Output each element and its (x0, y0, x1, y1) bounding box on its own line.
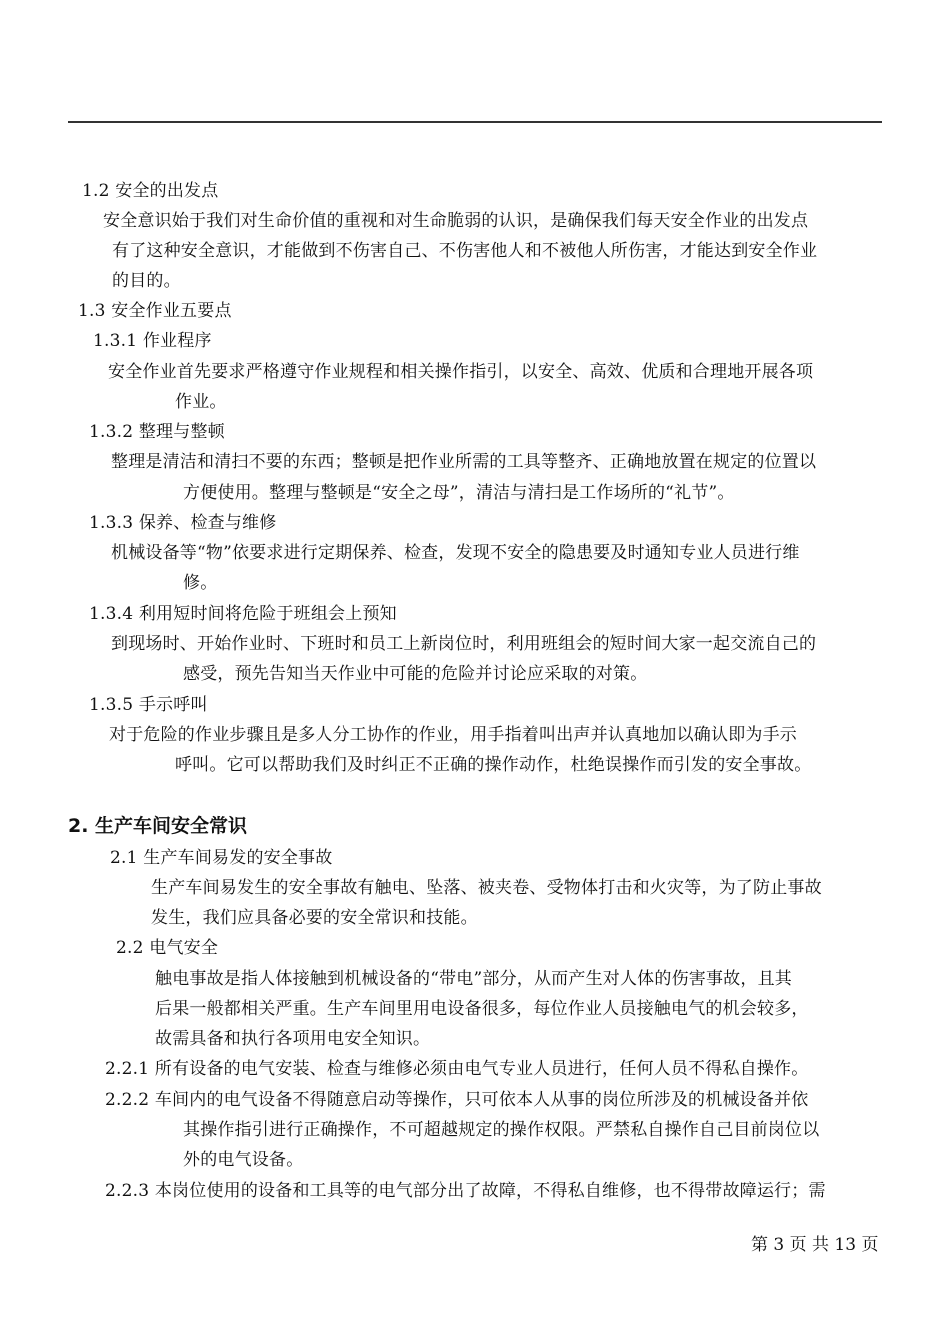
section-1-3-4-line-1: 到现场时、开始作业时、下班时和员工上新岗位时，利用班组会的短时间大家一起交流自己的 (111, 634, 817, 654)
section-1-3-3-line-1: 机械设备等“物”依要求进行定期保养、检查，发现不安全的隐患要及时通知专业人员进行维 (111, 543, 800, 563)
section-1-3-5-line-2: 呼叫。它可以帮助我们及时纠正不正确的操作动作，杜绝误操作而引发的安全事故。 (175, 755, 812, 775)
section-2-1-heading: 2.1 生产车间易发的安全事故 (110, 848, 333, 868)
section-1-3-1-line-1: 安全作业首先要求严格遵守作业规程和相关操作指引，以安全、高效、优质和合理地开展各项 (108, 362, 814, 382)
section-1-3-1-line-2: 作业。 (175, 392, 227, 412)
section-1-2-line-1: 安全意识始于我们对生命价值的重视和对生命脆弱的认识，是确保我们每天安全作业的出发点 (103, 211, 809, 231)
section-1-3-3-line-2: 修。 (183, 573, 218, 593)
section-2-1-line-2: 发生，我们应具备必要的安全常识和技能。 (151, 908, 478, 928)
section-1-2-line-2: 有了这种安全意识，才能做到不伤害自己、不伤害他人和不被他人所伤害，才能达到安全作业 (112, 241, 818, 261)
section-1-3-5-heading: 1.3.5 手示呼叫 (89, 695, 208, 715)
section-1-3-5-line-1: 对于危险的作业步骤且是多人分工协作的作业，用手指着叫出声并认真地加以确认即为手示 (109, 725, 797, 745)
section-1-3-3-heading: 1.3.3 保养、检查与维修 (89, 513, 277, 533)
section-1-2-heading: 1.2 安全的出发点 (82, 181, 219, 201)
rule-2-2-2-line-3: 外的电气设备。 (183, 1150, 304, 1170)
section-1-3-heading: 1.3 安全作业五要点 (78, 301, 232, 321)
section-2-2-line-3: 故需具备和执行各项用电安全知识。 (155, 1029, 431, 1049)
section-2-2-line-1: 触电事故是指人体接触到机械设备的“带电”部分，从而产生对人体的伤害事故，且其 (155, 969, 792, 989)
rule-2-2-3-line-1: 2.2.3 本岗位使用的设备和工具等的电气部分出了故障，不得私自维修，也不得带故障运行；需 (105, 1181, 826, 1201)
section-2-heading: 2. 生产车间安全常识 (68, 815, 248, 837)
section-1-3-2-line-2: 方便使用。整理与整顿是“安全之母”，清洁与清扫是工作场所的“礼节”。 (183, 483, 735, 503)
section-1-3-2-line-1: 整理是清洁和清扫不要的东西；整顿是把作业所需的工具等整齐、正确地放置在规定的位置以 (111, 452, 817, 472)
section-1-2-line-3: 的目的。 (112, 271, 181, 291)
section-2-2-line-2: 后果一般都相关严重。生产车间里用电设备很多，每位作业人员接触电气的机会较多， (155, 999, 809, 1019)
section-2-1-line-1: 生产车间易发生的安全事故有触电、坠落、被夹卷、受物体打击和火灾等，为了防止事故 (151, 878, 822, 898)
section-1-3-2-heading: 1.3.2 整理与整顿 (89, 422, 225, 442)
rule-2-2-2-line-2: 其操作指引进行正确操作，不可超越规定的操作权限。严禁私自操作自己目前岗位以 (183, 1120, 820, 1140)
section-2-2-heading: 2.2 电气安全 (116, 938, 219, 958)
page-number: 第 3 页 共 13 页 (751, 1235, 879, 1255)
section-1-3-4-heading: 1.3.4 利用短时间将危险于班组会上预知 (89, 604, 397, 624)
rule-2-2-1: 2.2.1 所有设备的电气安装、检查与维修必须由电气专业人员进行，任何人员不得私自操作。 (105, 1059, 809, 1079)
rule-2-2-2-line-1: 2.2.2 车间内的电气设备不得随意启动等操作，只可依本人从事的岗位所涉及的机械设备并依 (105, 1090, 809, 1110)
header-rule (68, 121, 882, 123)
section-1-3-4-line-2: 感受，预先告知当天作业中可能的危险并讨论应采取的对策。 (183, 664, 648, 684)
section-1-3-1-heading: 1.3.1 作业程序 (93, 331, 212, 351)
